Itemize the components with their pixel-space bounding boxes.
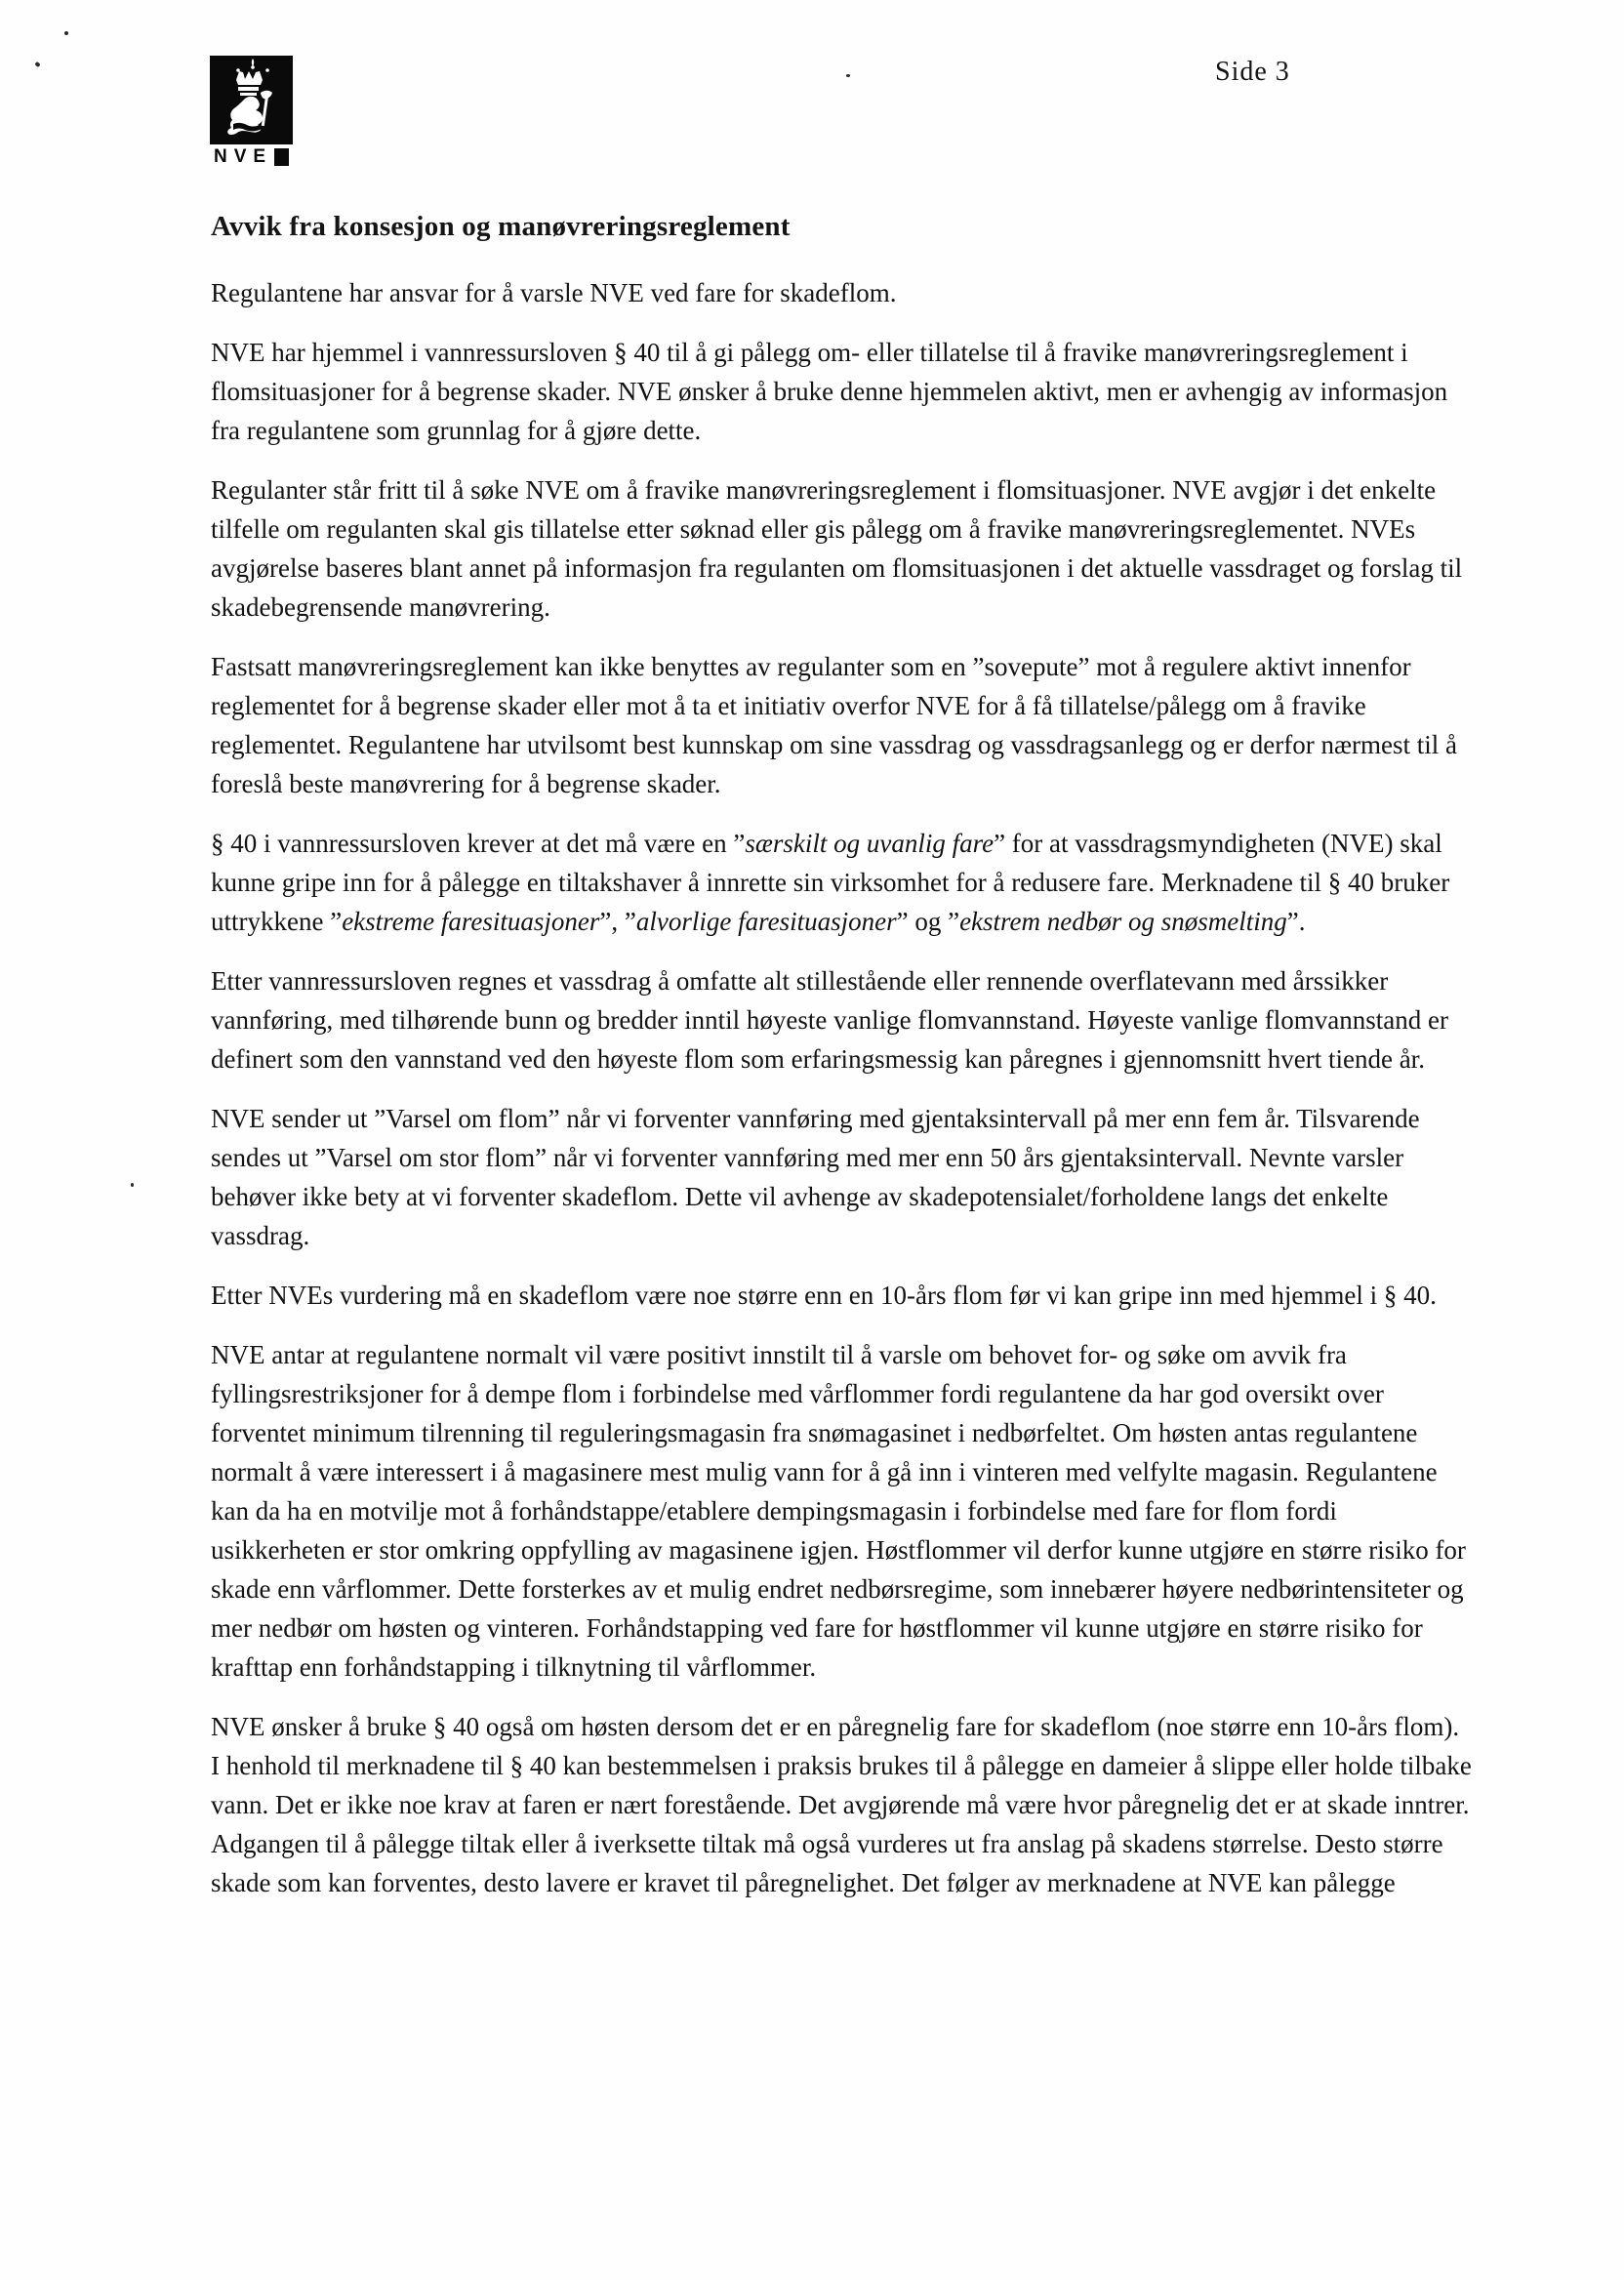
- paragraph: [211, 1335, 1472, 1687]
- paragraph: [211, 961, 1472, 1079]
- paragraph-segment: NVE ønsker å bruke § 40 også om høsten dersom det er en påregnelig fare for skadeflom (noe større enn 10-års flom). I henhold til merknadene til § 40 kan bestemmelsen i praksis brukes til å pålegge en dameier å slippe eller holde tilbake vann. Det er ikke noe krav at faren er nært forestående. Det avgjørende må være hvor påregnelig det er at skade inntrer. Adgangen til å pålegge tiltak eller å iverksette tiltak må også vurderes ut fra anslag på skadens størrelse. Desto større skade som kan forventes, desto lavere er kravet til påregnelighet. Det følger av merknadene at NVE kan pålegge: [211, 1712, 1479, 1897]
- paragraph-segment: NVE sender ut ”Varsel om flom” når vi forventer vannføring med gjentaksintervall på mer enn fem år. Tilsvarende sendes ut ”Varsel om stor flom” når vi forventer vannføring med mer enn 50 års gjentaksintervall. Nevnte varsler behøver ikke bety at vi forventer skadeflom. Dette vil avhenge av skadepotensialet/forholdene langs det enkelte vassdrag.: [211, 1104, 1427, 1250]
- paragraph: [211, 333, 1472, 450]
- paragraph: [211, 1099, 1472, 1255]
- scan-speck: [64, 31, 68, 35]
- paragraph: [211, 824, 1472, 941]
- nve-logo-text: NVE: [214, 146, 273, 167]
- paragraph-segment: § 40 i vannressursloven krever at det må være en ”: [211, 829, 746, 858]
- paragraph-italic-segment: alvorlige faresituasjoner: [635, 907, 897, 936]
- nve-lion-emblem-icon: [210, 56, 293, 144]
- document-body: [211, 209, 1479, 1923]
- document-heading: Avvik fra konsesjon og manøvreringsreglement: [211, 211, 791, 242]
- paragraph: [211, 647, 1472, 803]
- paragraph-segment: Etter NVEs vurdering må en skadeflom være noe større enn en 10-års flom før vi kan gripe inn med hjemmel i § 40.: [211, 1281, 1437, 1310]
- scan-speck: [34, 61, 40, 67]
- paragraph-italic-segment: ekstrem nedbør og snøsmelting: [959, 907, 1287, 936]
- paragraph: [211, 1276, 1472, 1315]
- paragraph-segment: Fastsatt manøvreringsreglement kan ikke benyttes av regulanter som en ”sovepute” mot å regulere aktivt innenfor reglementet for å begrense skader eller mot å ta et initiativ overfor NVE for å få tillatelse/pålegg om å fravike reglementet. Regulantene har utvilsomt best kunnskap om sine vassdrag og vassdragsanlegg og er derfor nærmest til å foreslå beste manøvrering for å begrense skader.: [211, 652, 1464, 798]
- paragraph: [211, 1707, 1479, 1902]
- paragraph-segment: ”, ”: [599, 907, 636, 936]
- scan-speck: [846, 74, 850, 77]
- scan-speck: [131, 1183, 134, 1187]
- nve-logo: [210, 56, 317, 168]
- paragraph: [211, 273, 1472, 312]
- paragraph-segment: Etter vannressursloven regnes et vassdrag å omfatte alt stillestående eller rennende overflatevann med årssikker vannføring, med tilhørende bunn og bredder inntil høyeste vanlige flomvannstand. Høyeste vanlige flomvannstand er definert som den vannstand ved den høyeste flom som erfaringsmessig kan påregnes i gjennomsnitt hvert tiende år.: [211, 966, 1455, 1074]
- page-number: Side 3: [1215, 57, 1290, 87]
- paragraph-segment: ” for at vassdragsmyndigheten (NVE) skal kunne gripe inn for å pålegge en tiltakshaver å innrette sin virksomhet for å redusere fare. Merknadene til § 40 bruker uttrykkene ”: [211, 829, 1457, 936]
- paragraph-segment: Regulantene har ansvar for å varsle NVE ved fare for skadeflom.: [211, 278, 897, 307]
- paragraph-segment: NVE antar at regulantene normalt vil være positivt innstilt til å varsle om behovet for- og søke om avvik fra fyllingsrestriksjoner for å dempe flom i forbindelse med vårflommer fordi regulantene da har god oversikt over forventet minimum tilrenning til reguleringsmagasin fra snømagasinet i nedbørfeltet. Om høsten antas regulantene normalt å være interessert i å magasinere mest mulig vann for å gå inn i vinteren med velfylte magasin. Regulantene kan da ha en motvilje mot å forhåndstappe/etablere dempingsmagasin i forbindelse med fare for flom fordi usikkerheten er stor omkring oppfylling av magasinene igjen. Høstflommer vil derfor kunne utgjøre en større risiko for skade enn vårflommer. Dette forsterkes av et mulig endret nedbørsregime, som innebærer høyere nedbørintensiteter og mer nedbør om høsten og vinteren. Forhåndstapping ved fare for høstflommer vil kunne utgjøre en større risiko for krafttap enn forhåndstapping i tilknytning til vårflommer.: [211, 1340, 1473, 1682]
- paragraph-segment: ”.: [1286, 907, 1306, 936]
- logo-square-mark: [274, 148, 289, 166]
- paragraph-italic-segment: ekstreme faresituasjoner: [342, 907, 600, 936]
- paragraph-segment: ” og ”: [896, 907, 960, 936]
- paragraph-italic-segment: særskilt og uvanlig fare: [745, 829, 995, 858]
- paragraph: [211, 470, 1472, 627]
- paragraph-segment: Regulanter står fritt til å søke NVE om å fravike manøvreringsreglement i flomsituasjoner. NVE avgjør i det enkelte tilfelle om regulanten skal gis tillatelse etter søknad eller gis pålegg om å fravike manøvreringsreglementet. NVEs avgjørelse baseres blant annet på informasjon fra regulanten om flomsituasjonen i det aktuelle vassdraget og forslag til skadebegrensende manøvrering.: [211, 475, 1469, 622]
- paragraph-segment: NVE har hjemmel i vannressursloven § 40 til å gi pålegg om- eller tillatelse til å fravike manøvreringsreglement i flomsituasjoner for å begrense skader. NVE ønsker å bruke denne hjemmelen aktivt, men er avhengig av informasjon fra regulantene som grunnlag for å gjøre dette.: [211, 338, 1454, 445]
